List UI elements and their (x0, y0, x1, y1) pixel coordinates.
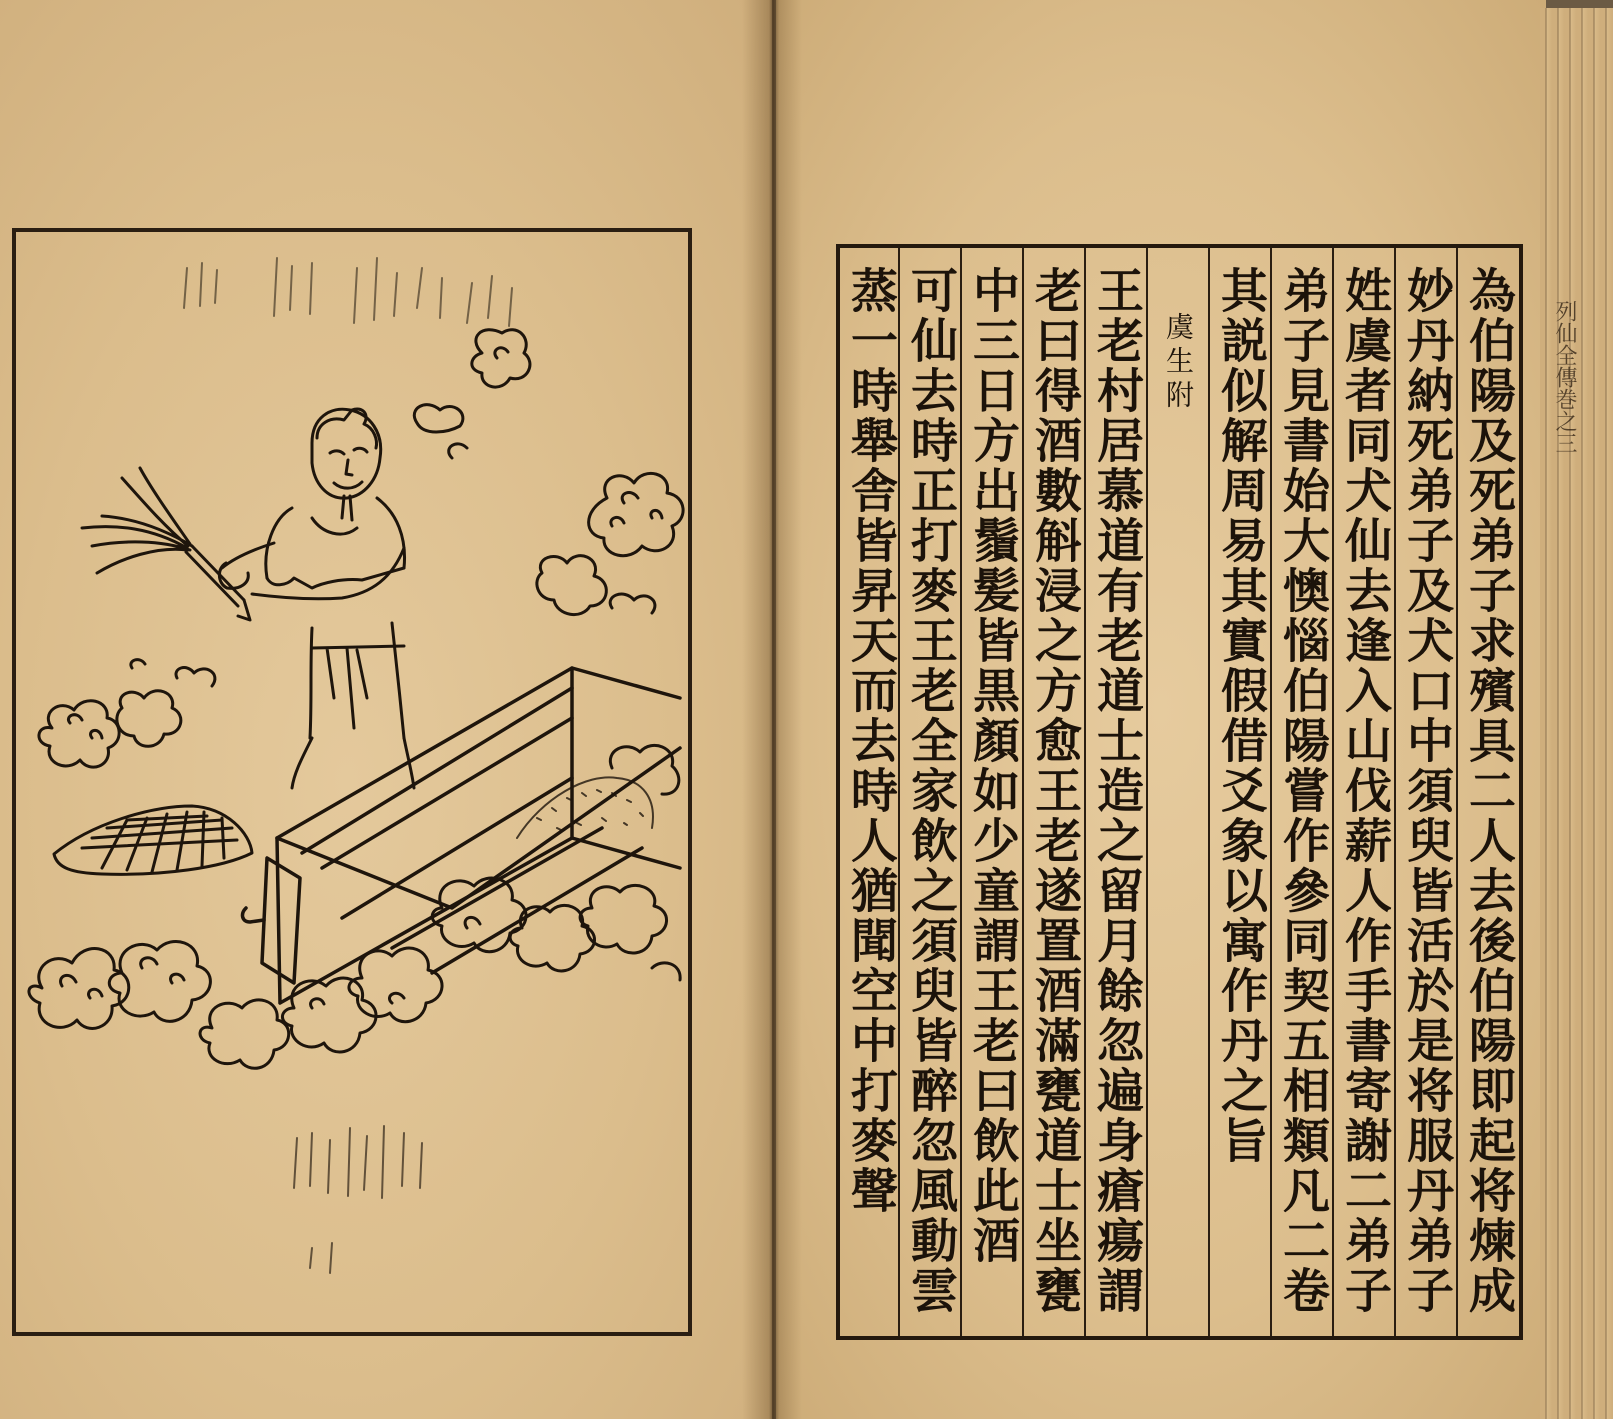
page-edge-label: 列仙全傳巻之三 (1552, 300, 1577, 454)
text-column: 可仙去時正打麥王老全家飲之須臾皆醉忽風動雲 (903, 266, 958, 1316)
text-column: 弟子見書始大懊惱伯陽嘗作參同契五相類凡二卷 (1275, 266, 1330, 1316)
text-column: 蒸一時舉舎皆昇天而去時人猶聞空中打麥聲 (843, 266, 898, 1216)
text-column: 中三日方出鬚髪皆黒顏如少童謂王老曰飲此酒 (965, 266, 1020, 1266)
text-column: 為伯陽及死弟子求殯具二人去後伯陽即起将煉成 (1461, 266, 1516, 1316)
text-column: 其説似解周易其實假借爻象以寓作丹之旨 (1213, 266, 1268, 1166)
section-heading: 虞生附 (1162, 312, 1195, 414)
text-column: 姓虞者同犬仙去逢入山伐薪人作手書寄謝二弟子 (1337, 266, 1392, 1316)
page-edges (1540, 8, 1613, 1419)
text-column: 老曰得酒數斛浸之方愈王老遂置酒滿甕道士坐甕 (1027, 266, 1082, 1316)
text-column: 妙丹納死弟子及犬口中須臾皆活於是将服丹弟子 (1399, 266, 1454, 1316)
book-gutter (742, 0, 802, 1419)
text-column: 王老村居慕道有老道士造之留月餘忽遍身瘡瘍謂 (1089, 266, 1144, 1316)
illustration-frame (12, 228, 692, 1336)
